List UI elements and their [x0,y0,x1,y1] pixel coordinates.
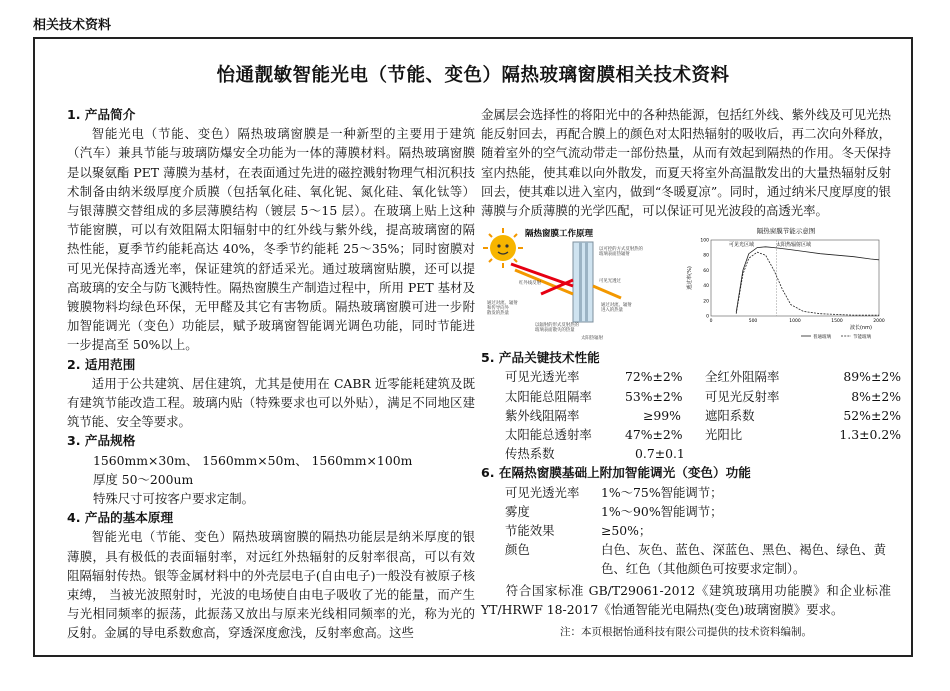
fig1-label-7: 太阳热辐射 [581,336,603,342]
fig1-label-1b: 玻璃表面热辐射 [599,252,630,258]
spec-thickness: 厚度 50～200um [93,471,194,487]
func-value: 1%～90%智能调节； [601,503,723,519]
perf-label: 光阳比 [705,427,743,443]
x-tick-label: 0 [709,319,713,325]
y-tick-label: 40 [703,284,709,290]
x-tick-label: 500 [748,319,758,325]
document-frame [33,37,913,657]
fig1-label-4c: 散发的热量 [487,311,509,317]
fig1-label-4: 通过对流、辐射 [487,301,518,307]
x-tick-label: 2000 [873,319,885,325]
func-value: 白色、灰色、蓝色、深蓝色、黑色、褐色、绿色、黄色、红色（其他颜色可按要求定制）。 [601,542,886,577]
x-tick-label: 1000 [789,319,801,325]
section-6-heading: 6. 在隔热窗膜基础上附加智能调光（变色）功能 [481,465,751,481]
func-value: ≥50%； [601,523,652,539]
right-column [481,105,901,642]
chart-annotation-solar: 太阳热辐射区域 [776,242,812,249]
perf-value: 1.3±0.2% [839,427,901,443]
chart-x-label: 波长(nm) [850,325,872,332]
perf-label: 太阳能总透射率 [505,427,592,443]
standard-compliance: 符合国家标准 GB/T29061-2012《建筑玻璃用功能膜》和企业标准 YT/HRWF 18-2017《怡通智能光电隔热(变色)玻璃窗膜》要求。 [481,582,891,617]
y-tick-label: 100 [700,238,709,244]
fig1-label-6: 以辐射的形式反射热的 [535,323,579,329]
section-1-body: 智能光电（节能、变色）隔热玻璃窗膜是一种新型的主要用于建筑（汽车）兼具节能与玻璃防爆安全功能为一体的薄膜材料。隔热玻璃窗膜是以聚氨酯 PET 薄膜为基材，在表面通过先进的磁控溅射物理气相沉积技术制备由纳米级厚度介质膜（包括氧化硅、氧化铌、氮化硅、氧化钛等）与银薄膜交替组成的多层薄膜结构（镀层 5～15 层）。在玻璃上贴上这种节能窗膜，可以有效阻隔太阳辐射中的红外线与紫外线，提高玻璃窗的隔热性能，夏季节约能耗高达 40%，冬季节约能耗 25～35%；同时窗膜对可见光保持高透光率，保证建筑的舒适采光。通过玻璃窗贴膜，还可以提高玻璃的安全与防飞溅特性。隔热窗膜生产制造过程中，所用 PET 基材及镀膜物料均绿色环保，无甲醛及其它有害物质。隔热玻璃窗膜可进一步附加智能调光（变色）功能层，赋予玻璃窗智能调光调色功能，同时节能进一步提高至 50%以上。 [67,126,475,353]
working-principle-figure [481,224,661,342]
perf-label: 传热系数 [505,446,555,462]
fig1-label-5b: 进入的热量 [601,308,623,314]
legend-label-1: 普通玻璃 [813,335,831,341]
page-header: 相关技术资料 [33,18,112,33]
spec-sizes: 1560mm×30m、 1560mm×50m、 1560mm×100m [93,452,413,468]
func-label: 颜色 [505,542,530,558]
section-4-body: 智能光电（节能、变色）隔热玻璃窗膜的隔热功能层是纳米厚度的银薄膜，具有极低的表面辐射率，对远红外热辐射的反射率很高，可以有效阻隔辐射传热。银等金属材料中的外壳层电子(自由电子)一般没有被原子核束缚， 当被光波照射时，光波的电场使自由电子吸收了光的能量，而产生与光相同频率的振荡，此振荡又放出与原来光线相同频率的光，称为光的反射。金属的导电系数愈高，穿透深度愈浅，反射率愈高。这些 [67,529,475,641]
fig1-label-3: 可见光透过 [599,279,621,285]
page-title: 怡通靓敏智能光电（节能、变色）隔热玻璃窗膜相关技术资料 [216,65,730,86]
energy-saving-chart [681,224,891,342]
section-1-heading: 1. 产品简介 [67,107,136,122]
y-tick-label: 60 [703,269,709,275]
fig1-label-5: 通过对流、辐射 [601,303,632,309]
perf-label: 可见光反射率 [705,388,780,404]
func-label: 节能效果 [505,523,555,539]
perf-value: 0.7±0.1 [635,446,685,462]
perf-value: ≥99% [643,407,681,423]
perf-label: 紫外线阻隔率 [505,407,580,423]
section-3-heading: 3. 产品规格 [67,433,136,449]
perf-value: 89%±2% [843,369,901,385]
smart-dimming-table [481,483,891,579]
figure-row [481,224,891,342]
section-4-continued: 金属层会选择性的将阳光中的各种热能源，包括红外线、紫外线及可见光热能反射回去，再配合膜上的颜色对太阳热辐射的吸收后，再二次向外释放，随着室外的空气流动带走一部份热量，从而有效起到隔热的作用。冬天保持室内热能，使其难以向外散发，而夏天将室外高温散发出的大量热辐射反射回去，使其难以进入室内，做到“冬暖夏凉”。同时，通过纳米尺度厚度的银薄膜与介质薄膜的光学匹配，可以保证可见光波段的高透光率。 [481,107,891,219]
fig1-label-2: 红外线反射 [519,281,541,287]
y-tick-label: 80 [703,253,709,259]
func-value: 1%～75%智能调节； [601,484,723,500]
perf-label: 遮阳系数 [705,407,755,423]
perf-label: 太阳能总阻隔率 [505,388,592,404]
perf-label: 全红外阻隔率 [705,369,780,385]
chart-y-label: 透过率(%) [687,266,693,291]
fig1-label-1: 以可控的方式反射热的 [599,247,643,253]
perf-value: 52%±2% [843,407,901,423]
chart-annotation-visible: 可见光区域 [729,242,755,249]
perf-label: 可见光透光率 [505,369,580,385]
chart-title: 隔热窗膜节能示意图 [756,227,816,236]
fig1-title: 隔热窗膜工作原理 [525,229,594,240]
fig1-label-6b: 玻璃表面散失的热量 [535,328,575,334]
section-2-body: 适用于公共建筑、居住建筑，尤其是使用在 CABR 近零能耗建筑及既有建筑节能改造工程。玻璃内贴（特殊要求也可以外贴），满足不同地区建筑节能、安全等要求。 [67,375,475,430]
section-5-heading: 5. 产品关键技术性能 [481,350,600,366]
section-4-heading: 4. 产品的基本原理 [67,510,174,526]
y-tick-label: 0 [706,314,709,320]
perf-value: 8%±2% [851,388,901,404]
y-tick-label: 20 [703,299,709,305]
window-glass-icon [573,242,593,322]
footnote: 注：本页根据怡通科技有限公司提供的技术资料编制。 [560,626,812,639]
performance-table [481,367,901,463]
series-line-2 [736,252,879,315]
fig1-label-4b: 和传导向外 [487,306,509,312]
left-column [67,105,475,643]
func-label: 可见光透光率 [505,484,580,500]
series-line-1 [736,247,879,312]
sun-icon [483,228,523,268]
section-2-heading: 2. 适用范围 [67,356,136,372]
legend-label-2: 节能玻璃 [853,335,871,341]
x-tick-label: 1500 [831,319,843,325]
chart-plot-area [711,240,879,316]
spec-custom: 特殊尺寸可按客户要求定制。 [93,491,255,507]
perf-value: 53%±2% [625,388,683,404]
func-label: 雾度 [505,503,530,519]
perf-value: 72%±2% [625,369,683,385]
perf-value: 47%±2% [625,427,683,443]
